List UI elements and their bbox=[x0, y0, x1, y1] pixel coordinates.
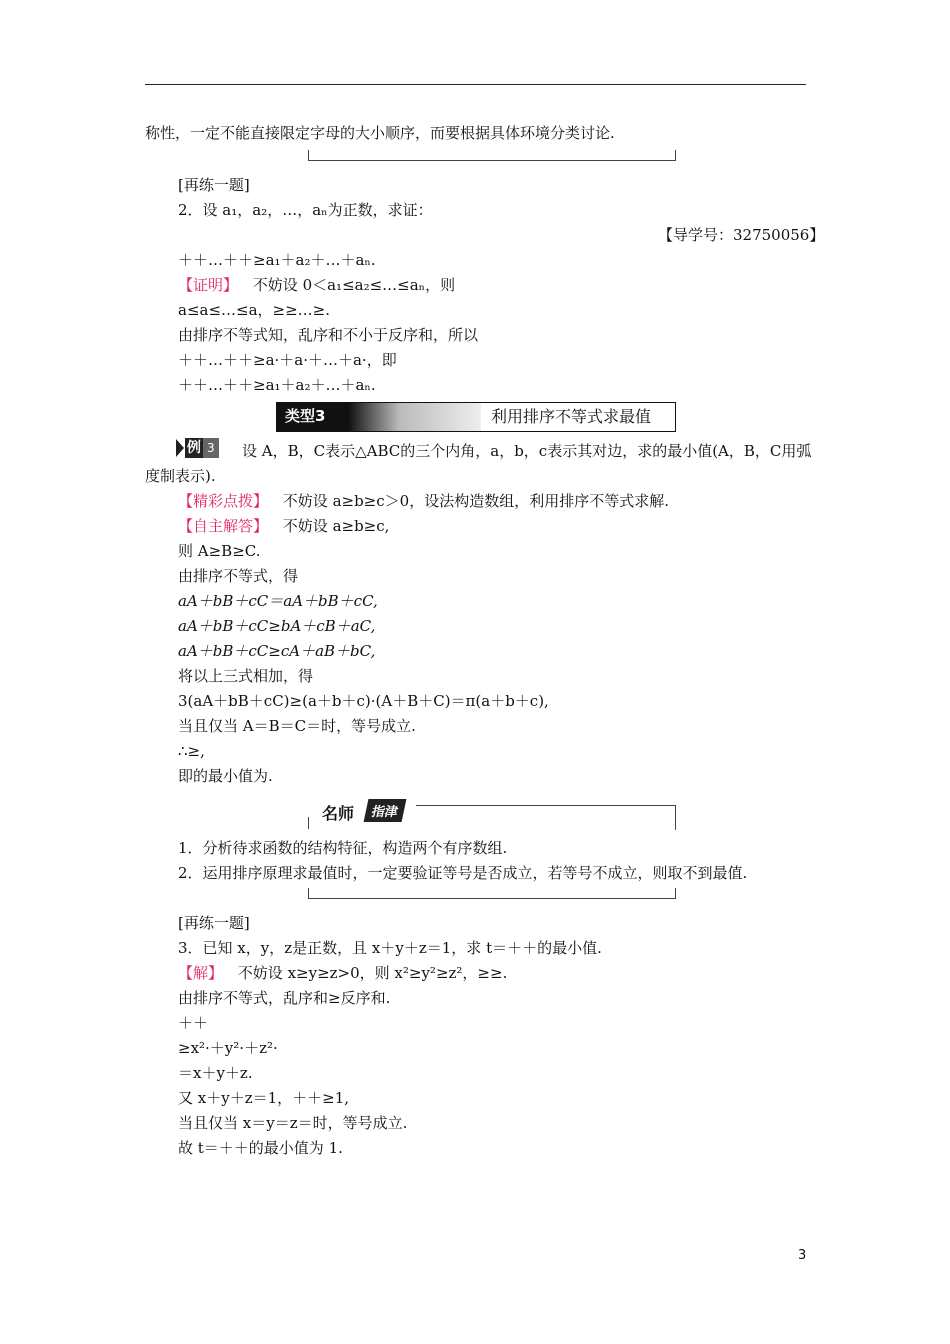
header-rule bbox=[145, 84, 806, 85]
solution-line-3: 由排序不等式，得 bbox=[178, 567, 299, 585]
practice2-solution-1: 【解】 不妨设 x≥y≥z>0，则 x²≥y²≥z²，≥≥. bbox=[178, 964, 508, 982]
solution-line-6: aA＋bB＋cC≥cA＋aB＋bC, bbox=[178, 642, 376, 660]
solution-line-1: 【自主解答】 不妨设 a≥b≥c, bbox=[178, 517, 390, 535]
practice2-solution-4: ≥x²·＋y²·＋z²· bbox=[178, 1039, 278, 1057]
solution-line-9: 当且仅当 A＝B＝C＝时，等号成立. bbox=[178, 717, 416, 735]
solution-line-5: aA＋bB＋cC≥bA＋cB＋aC, bbox=[178, 617, 376, 635]
tip-1: 1．分析待求函数的结构特征，构造两个有序数组. bbox=[178, 839, 508, 857]
practice-heading: [再练一题] bbox=[178, 176, 250, 194]
tip-2: 2．运用排序原理求最值时，一定要验证等号是否成立，若等号不成立，则取不到最值. bbox=[178, 864, 748, 882]
example-text-2: 度制表示). bbox=[145, 467, 216, 485]
teacher-tips-header bbox=[308, 797, 676, 829]
practice-question: 2．设 a₁，a₂，…，aₙ为正数，求证： bbox=[178, 201, 433, 219]
example-badge: 例 3 bbox=[176, 438, 219, 458]
solution-line-11: 即的最小值为. bbox=[178, 767, 273, 785]
intro-line: 称性，一定不能直接限定字母的大小顺序，而要根据具体环境分类讨论. bbox=[145, 124, 615, 142]
proof-line-3: 由排序不等式知，乱序和不小于反序和，所以 bbox=[178, 326, 479, 344]
hint-tag: 【精彩点拨】 bbox=[178, 492, 269, 510]
statement: ＋＋…＋＋≥a₁＋a₂＋…＋aₙ. bbox=[178, 251, 376, 269]
type-label: 类型3 bbox=[277, 403, 481, 431]
solution-line-8: 3(aA＋bB＋cC)≥(a＋b＋c)·(A＋B＋C)＝π(a＋b＋c), bbox=[178, 692, 549, 710]
practice2-solution-2: 由排序不等式，乱序和≥反序和. bbox=[178, 989, 391, 1007]
practice2-solution-8: 故 t＝＋＋的最小值为 1. bbox=[178, 1139, 343, 1157]
proof-line-4: ＋＋…＋＋≥a·＋a·＋…＋a·，即 bbox=[178, 351, 397, 369]
practice2-solution-7: 当且仅当 x＝y＝z＝时，等号成立. bbox=[178, 1114, 408, 1132]
practice2-question: 3．已知 x，y，z是正数，且 x＋y＋z＝1，求 t＝＋＋的最小值. bbox=[178, 939, 602, 957]
practice2-heading: [再练一题] bbox=[178, 914, 250, 932]
practice2-solution-5: ＝x＋y＋z. bbox=[178, 1064, 253, 1082]
proof-line-5: ＋＋…＋＋≥a₁＋a₂＋…＋aₙ. bbox=[178, 376, 376, 394]
solution-line-10: ∴≥, bbox=[178, 742, 205, 760]
hint-line: 【精彩点拨】 不妨设 a≥b≥c＞0，设法构造数组，利用排序不等式求解. bbox=[178, 492, 669, 510]
solution-line-2: 则 A≥B≥C. bbox=[178, 542, 261, 560]
summary-bracket bbox=[308, 150, 676, 161]
teacher-label: 名师 bbox=[322, 804, 355, 823]
tips-bracket bbox=[308, 888, 676, 899]
practice2-solution-6: 又 x＋y＋z＝1，＋＋≥1, bbox=[178, 1089, 350, 1107]
proof-line-1: 【证明】 不妨设 0＜a₁≤a₂≤…≤aₙ，则 bbox=[178, 276, 456, 294]
teacher-label-badge: 指津 bbox=[364, 799, 407, 822]
type-header bbox=[276, 402, 676, 432]
solution-line-4: aA＋bB＋cC＝aA＋bB＋cC, bbox=[178, 592, 378, 610]
proof-line-2: a≤a≤…≤a，≥≥…≥. bbox=[178, 301, 331, 319]
play-icon bbox=[176, 439, 184, 457]
solution-line-7: 将以上三式相加，得 bbox=[178, 667, 314, 685]
solution-tag: 【自主解答】 bbox=[178, 517, 269, 535]
example-text-1: 设 A，B，C表示△ABC的三个内角，a，b，c表示其对边，求的最小值(A，B，C用弧 bbox=[242, 442, 812, 460]
guide-number: 【导学号：32750056】 bbox=[658, 226, 825, 244]
type-title: 利用排序不等式求最值 bbox=[491, 407, 652, 426]
page-number: 3 bbox=[798, 1248, 807, 1263]
proof-tag: 【证明】 bbox=[178, 276, 239, 294]
practice2-solution-tag: 【解】 bbox=[178, 964, 224, 982]
practice2-solution-3: ＋＋ bbox=[178, 1014, 209, 1032]
